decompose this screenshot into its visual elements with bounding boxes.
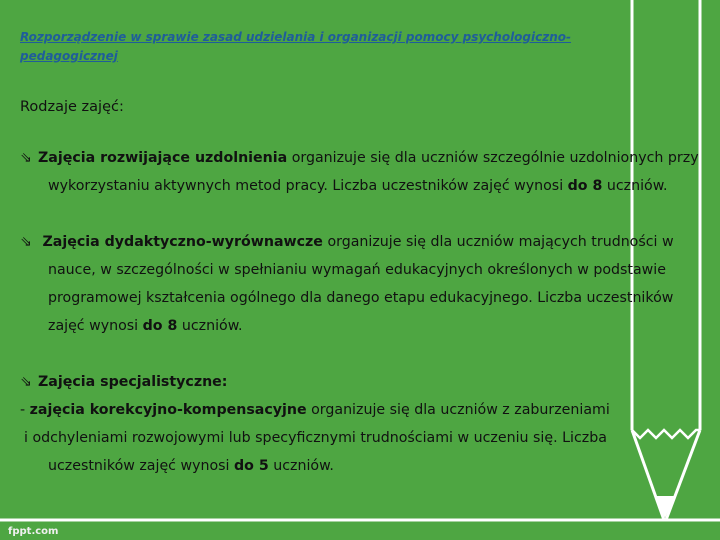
specialist-bold: do 5 (234, 458, 269, 474)
bullet-text: uczniów. (602, 178, 668, 194)
document-heading-link[interactable]: Rozporządzenie w sprawie zasad udzielania i organizacji pomocy psychologiczno-pedagogicznej (20, 30, 571, 63)
bullet-bold: do 8 (142, 318, 178, 334)
bullet-bold: Zajęcia dydaktyczno-wyrównawcze (42, 234, 323, 250)
bullet-text: wykorzystaniu aktywnych metod pracy. Liczba uczestników zajęć wynosi (48, 178, 568, 194)
section-title: Rodzaje zajęć: (20, 99, 124, 115)
specialist-paragraph (20, 396, 700, 480)
bullet-text: uczniów. (177, 318, 243, 334)
bullet-text: organizuje się dla uczniów szczególnie uzdolnionych przy (287, 150, 699, 166)
bullet-bold: Zajęcia specjalistyczne: (38, 374, 228, 390)
watermark-text: fppt.com (8, 526, 59, 537)
bullet-text: organizuje się dla uczniów mających trudności w (322, 234, 674, 250)
bullet-bold: Zajęcia rozwijające uzdolnienia (38, 150, 288, 166)
bullet-text: nauce, w szczególności w spełnianiu wymagań edukacyjnych określonych w podstawie (48, 262, 666, 278)
arrow-right-icon: ⇘ (20, 150, 32, 166)
bullet-item (20, 368, 700, 396)
bullet-item (20, 228, 700, 340)
bullet-bold: do 8 (567, 178, 603, 194)
bullet-text: programowej kształcenia ogólnego dla danego etapu edukacyjnego. Liczba uczestników (48, 290, 674, 306)
specialist-text: organizuje się dla uczniów z zaburzeniami (306, 402, 610, 418)
specialist-text: i odchyleniami rozwojowymi lub specyficznymi trudnościami w uczeniu się. Liczba (24, 430, 607, 446)
specialist-text: uczestników zajęć wynosi (48, 458, 234, 474)
arrow-right-icon: ⇘ (20, 234, 32, 250)
bullet-text: zajęć wynosi (48, 318, 143, 334)
dash-prefix: - (20, 402, 30, 418)
bullet-item (20, 144, 700, 200)
specialist-text: uczniów. (268, 458, 334, 474)
arrow-right-icon: ⇘ (20, 374, 32, 390)
specialist-bold: zajęcia korekcyjno-kompensacyjne (29, 402, 307, 418)
